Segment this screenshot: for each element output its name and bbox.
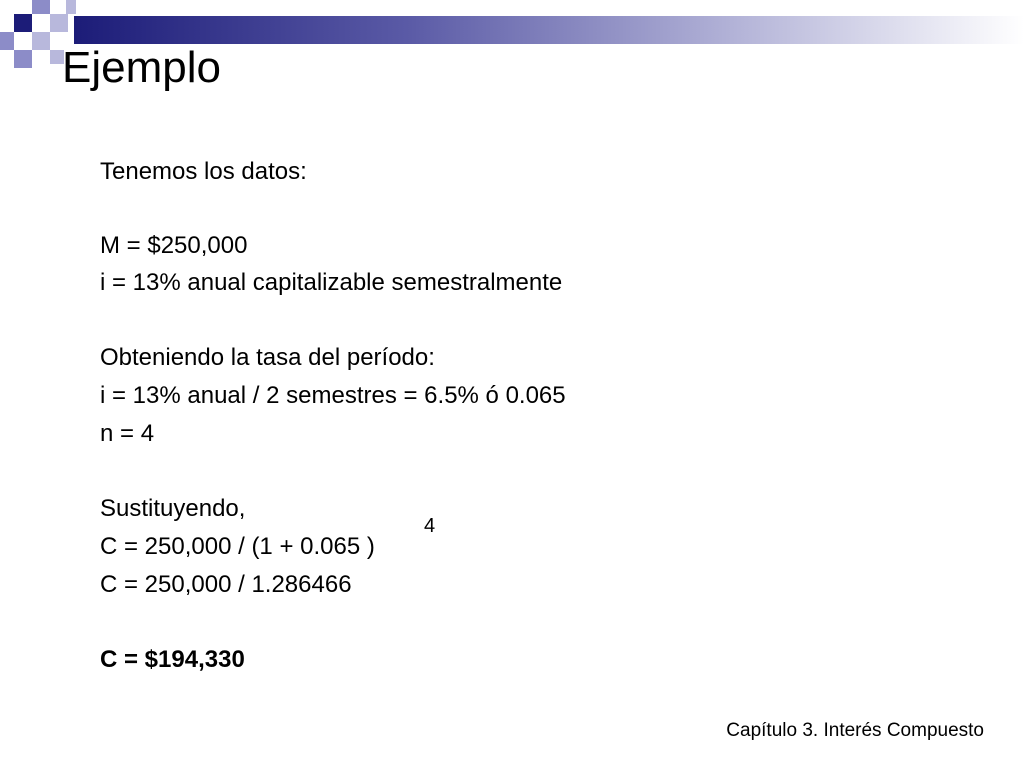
body-line: M = $250,000: [100, 232, 248, 259]
decor-square: [0, 32, 14, 50]
formula-line: C = 250,000 / (1 + 0.065 ): [100, 533, 375, 560]
body-line: i = 13% anual / 2 semestres = 6.5% ó 0.065: [100, 382, 566, 409]
decor-square: [14, 50, 32, 68]
decor-square: [32, 32, 50, 50]
formula-exponent: 4: [424, 515, 436, 537]
slide-title: Ejemplo: [62, 43, 221, 92]
body-line: Sustituyendo,: [100, 495, 246, 522]
result-line: C = $194,330: [100, 646, 245, 673]
title-bar: [74, 16, 1024, 44]
decor-square: [14, 14, 32, 32]
decor-square: [32, 0, 50, 14]
formula-line: C = 250,000 / 1.286466: [100, 571, 352, 598]
decor-square: [66, 0, 76, 14]
body-line: i = 13% anual capitalizable semestralmente: [100, 269, 563, 296]
decor-square: [50, 14, 68, 32]
slide-footer: Capítulo 3. Interés Compuesto: [726, 720, 984, 741]
body-line: n = 4: [100, 420, 155, 447]
body-line: Tenemos los datos:: [100, 158, 307, 185]
body-line: Obteniendo la tasa del período:: [100, 344, 435, 371]
